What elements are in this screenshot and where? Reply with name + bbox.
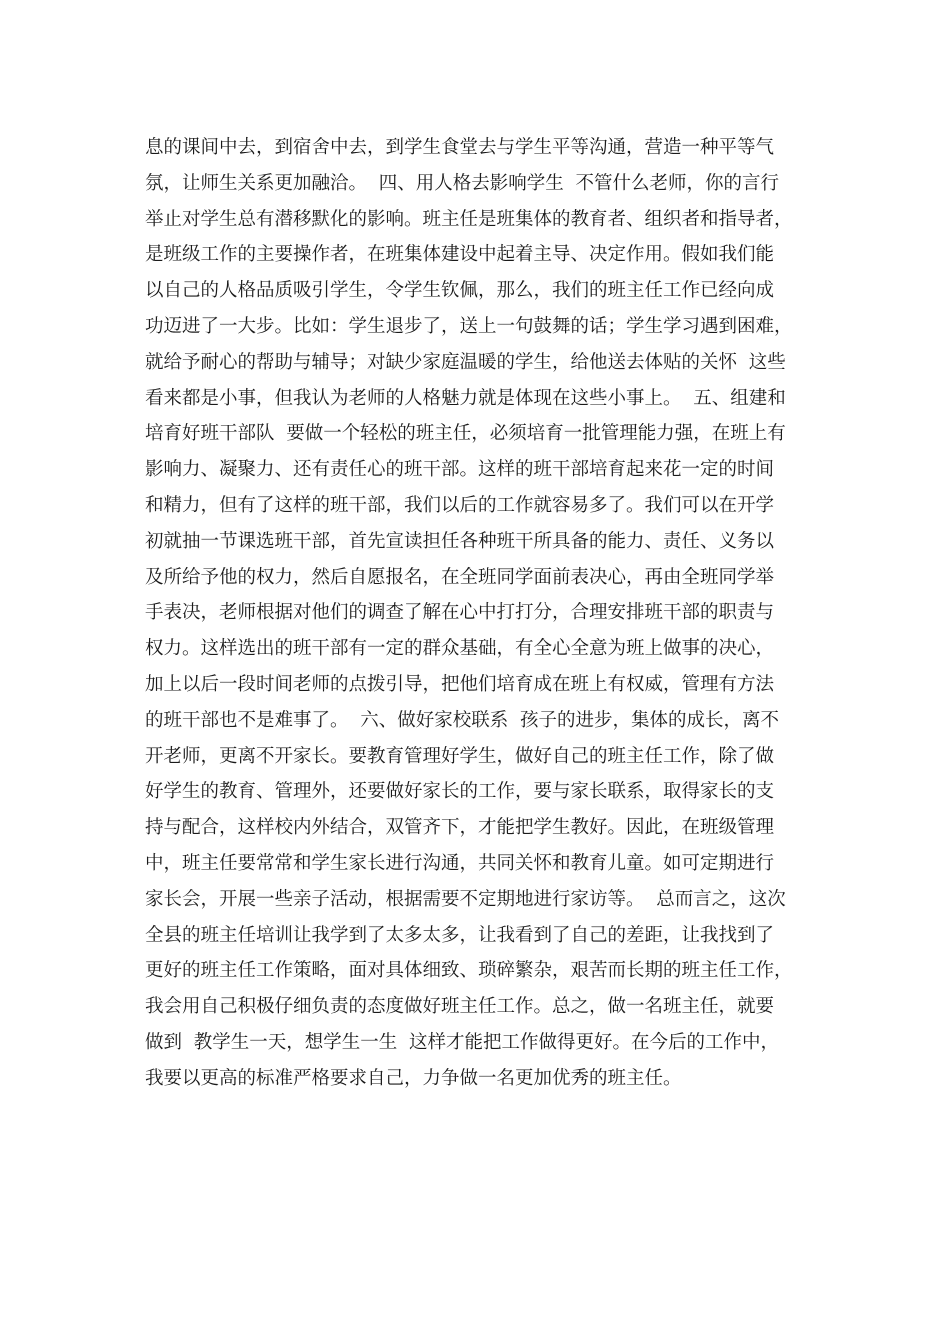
text-line: 好学生的教育、管理外，还要做好家长的工作，要与家长联系，取得家长的支 xyxy=(145,781,775,803)
text-line: 全县的班主任培训让我学到了太多太多，让我看到了自己的差距，让我找到了 xyxy=(145,924,775,946)
text-line: 功迈进了一大步。比如：学生退步了，送上一句鼓舞的话；学生学习遇到困难， xyxy=(145,315,793,337)
text-line: 举止对学生总有潜移默化的影响。班主任是班集体的教育者、组织者和指导者， xyxy=(145,208,793,230)
text-line: 看来都是小事，但我认为老师的人格魅力就是体现在这些小事上。 五、组建和 xyxy=(145,387,786,409)
text-line: 及所给予他的权力，然后自愿报名，在全班同学面前表决心，再由全班同学举 xyxy=(145,566,775,588)
text-line: 中，班主任要常常和学生家长进行沟通，共同关怀和教育儿童。如可定期进行 xyxy=(145,852,775,874)
text-line: 我要以更高的标准严格要求自己，力争做一名更加优秀的班主任。 xyxy=(145,1067,682,1089)
text-line: 培育好班干部队 要做一个轻松的班主任，必须培育一批管理能力强，在班上有 xyxy=(145,423,786,445)
text-line: 氛，让师生关系更加融洽。 四、用人格去影响学生 不管什么老师，你的言行 xyxy=(145,172,780,194)
text-line: 权力。这样选出的班干部有一定的群众基础，有全心全意为班上做事的决心， xyxy=(145,638,775,660)
text-line: 做到 教学生一天，想学生一生 这样才能把工作做得更好。在今后的工作中， xyxy=(145,1031,780,1053)
text-line: 息的课间中去，到宿舍中去，到学生食堂去与学生平等沟通，营造一种平等气 xyxy=(145,137,775,158)
text-line: 更好的班主任工作策略，面对具体细致、琐碎繁杂，艰苦而长期的班主任工作， xyxy=(145,960,793,982)
text-line: 影响力、凝聚力、还有责任心的班干部。这样的班干部培育起来花一定的时间 xyxy=(145,459,775,481)
text-line: 和精力，但有了这样的班干部，我们以后的工作就容易多了。我们可以在开学 xyxy=(145,494,775,516)
text-line: 初就抽一节课选班干部，首先宣读担任各种班干所具备的能力、责任、义务以 xyxy=(145,530,775,552)
text-line: 是班级工作的主要操作者，在班集体建设中起着主导、决定作用。假如我们能 xyxy=(145,244,775,266)
text-line: 就给予耐心的帮助与辅导；对缺少家庭温暖的学生，给他送去体贴的关怀 这些 xyxy=(145,351,786,373)
text-line: 家长会，开展一些亲子活动，根据需要不定期地进行家访等。 总而言之，这次 xyxy=(145,888,786,910)
text-line: 加上以后一段时间老师的点拨引导，把他们培育成在班上有权威，管理有方法 xyxy=(145,673,775,695)
text-line: 手表决，老师根据对他们的调查了解在心中打打分，合理安排班干部的职责与 xyxy=(145,602,775,624)
body-text xyxy=(145,130,815,1097)
text-line: 我会用自己积极仔细负责的态度做好班主任工作。总之，做一名班主任，就要 xyxy=(145,996,775,1018)
text-line: 持与配合，这样校内外结合，双管齐下，才能把学生教好。因此，在班级管理 xyxy=(145,817,775,839)
text-line: 的班干部也不是难事了。 六、做好家校联系 孩子的进步，集体的成长，离不 xyxy=(145,709,780,731)
text-line: 开老师，更离不开家长。要教育管理好学生，做好自己的班主任工作，除了做 xyxy=(145,745,775,767)
text-line: 以自己的人格品质吸引学生，令学生钦佩，那么，我们的班主任工作已经向成 xyxy=(145,280,775,302)
